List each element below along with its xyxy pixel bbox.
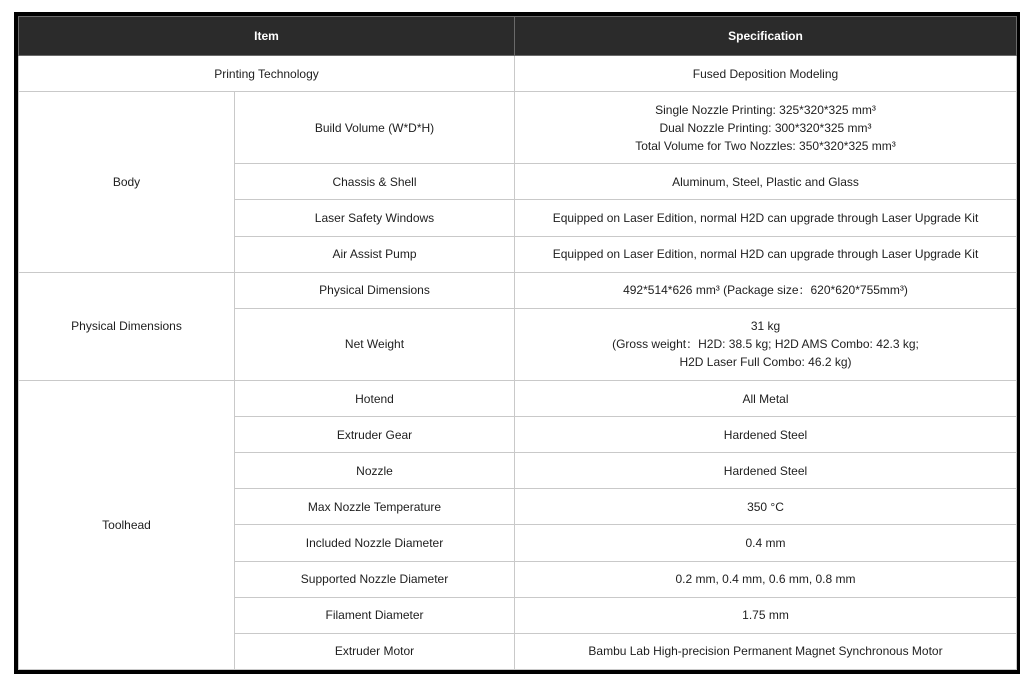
row-label-net-weight: Net Weight (235, 308, 515, 380)
table-row (19, 56, 1017, 92)
group-label-physical-dimensions: Physical Dimensions (19, 272, 235, 380)
table-header-row (19, 17, 1017, 56)
row-value-build-volume (515, 92, 1017, 164)
group-label-body: Body (19, 92, 235, 273)
row-label-extruder-gear: Extruder Gear (235, 417, 515, 453)
group-label-toolhead: Toolhead (19, 381, 235, 670)
row-label-max-nozzle-temperature: Max Nozzle Temperature (235, 489, 515, 525)
table-row (19, 272, 1017, 308)
row-label-supported-nozzle-diameter: Supported Nozzle Diameter (235, 561, 515, 597)
row-value-extruder-gear: Hardened Steel (515, 417, 1017, 453)
row-label-hotend: Hotend (235, 381, 515, 417)
row-value-max-nozzle-temperature: 350 °C (515, 489, 1017, 525)
row-value-physical-dimensions: 492*514*626 mm³ (Package size：620*620*755mm³) (515, 272, 1017, 308)
row-value-air-assist: Equipped on Laser Edition, normal H2D can upgrade through Laser Upgrade Kit (515, 236, 1017, 272)
row-value-printing-technology: Fused Deposition Modeling (515, 56, 1017, 92)
row-label-printing-technology: Printing Technology (19, 56, 515, 92)
row-label-included-nozzle-diameter: Included Nozzle Diameter (235, 525, 515, 561)
spec-table-frame (14, 12, 1020, 674)
net-weight-line: H2D Laser Full Combo: 46.2 kg) (679, 355, 852, 370)
header-item: Item (19, 17, 515, 56)
net-weight-line: 31 kg (750, 319, 781, 334)
table-row (19, 381, 1017, 417)
header-specification: Specification (515, 17, 1017, 56)
row-value-nozzle: Hardened Steel (515, 453, 1017, 489)
build-volume-line: Dual Nozzle Printing: 300*320*325 mm³ (659, 120, 872, 135)
row-value-supported-nozzle-diameter: 0.2 mm, 0.4 mm, 0.6 mm, 0.8 mm (515, 561, 1017, 597)
row-label-physical-dimensions: Physical Dimensions (235, 272, 515, 308)
row-label-filament-diameter: Filament Diameter (235, 597, 515, 633)
row-label-extruder-motor: Extruder Motor (235, 633, 515, 669)
row-value-hotend: All Metal (515, 381, 1017, 417)
row-label-nozzle: Nozzle (235, 453, 515, 489)
row-value-extruder-motor: Bambu Lab High-precision Permanent Magnet Synchronous Motor (515, 633, 1017, 669)
table-row (19, 92, 1017, 164)
row-label-air-assist: Air Assist Pump (235, 236, 515, 272)
row-label-laser-windows: Laser Safety Windows (235, 200, 515, 236)
row-value-net-weight (515, 308, 1017, 380)
row-label-build-volume: Build Volume (W*D*H) (235, 92, 515, 164)
specification-table (18, 16, 1017, 670)
row-value-chassis: Aluminum, Steel, Plastic and Glass (515, 164, 1017, 200)
build-volume-line: Single Nozzle Printing: 325*320*325 mm³ (655, 102, 876, 117)
row-value-laser-windows: Equipped on Laser Edition, normal H2D can upgrade through Laser Upgrade Kit (515, 200, 1017, 236)
net-weight-line: (Gross weight：H2D: 38.5 kg; H2D AMS Combo: 42.3 kg; (612, 337, 919, 352)
row-value-filament-diameter: 1.75 mm (515, 597, 1017, 633)
build-volume-line: Total Volume for Two Nozzles: 350*320*325 mm³ (635, 138, 896, 153)
row-label-chassis: Chassis & Shell (235, 164, 515, 200)
row-value-included-nozzle-diameter: 0.4 mm (515, 525, 1017, 561)
